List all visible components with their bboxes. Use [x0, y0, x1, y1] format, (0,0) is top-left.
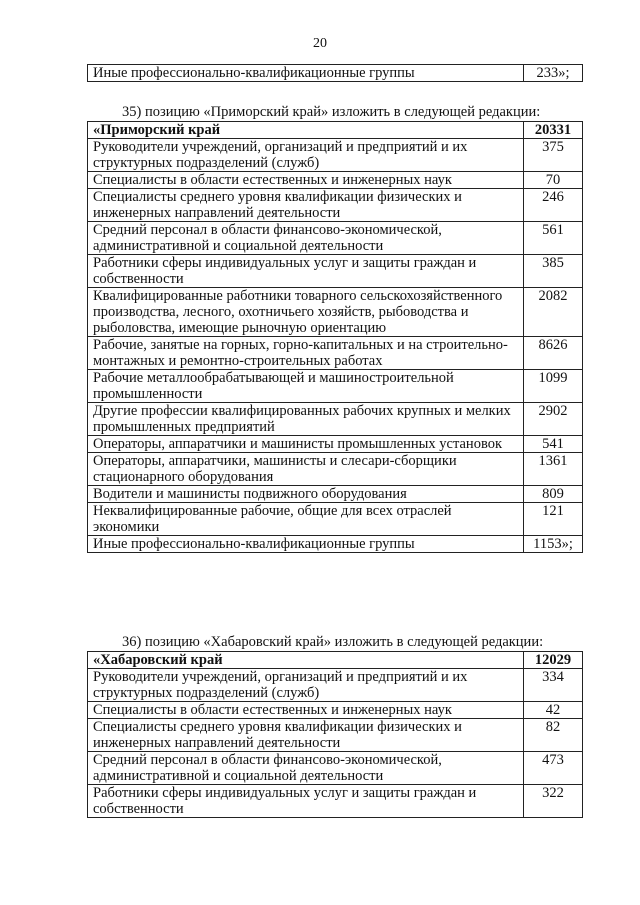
row-value: 1361: [524, 453, 583, 486]
row-value: 2082: [524, 288, 583, 337]
table-row: [88, 122, 583, 139]
table-row: [88, 403, 583, 436]
row-label: Средний персонал в области финансово-экономической, административной и социальной деятельности: [88, 752, 524, 785]
section-35-heading: 35) позицию «Приморский край» изложить в следующей редакции:: [122, 104, 541, 120]
row-value: 1099: [524, 370, 583, 403]
row-label: Работники сферы индивидуальных услуг и защиты граждан и собственности: [88, 785, 524, 818]
row-value: 233»;: [524, 65, 583, 82]
table-row: [88, 436, 583, 453]
table-row: [88, 370, 583, 403]
row-value: 385: [524, 255, 583, 288]
row-value: 1153»;: [524, 536, 583, 553]
row-label: Специалисты среднего уровня квалификации физических и инженерных направлений деятельности: [88, 189, 524, 222]
row-value: 809: [524, 486, 583, 503]
row-value: 82: [524, 719, 583, 752]
table-row: [88, 536, 583, 553]
page-number: 20: [313, 36, 327, 51]
continuation-table: [87, 64, 583, 82]
primorsky-table: [87, 121, 583, 553]
table-row: [88, 172, 583, 189]
row-label: Рабочие, занятые на горных, горно-капитальных и на строительно-монтажных и ремонтно-строительных работах: [88, 337, 524, 370]
row-value: 2902: [524, 403, 583, 436]
row-label: Иные профессионально-квалификационные группы: [88, 536, 524, 553]
row-label: Специалисты в области естественных и инженерных наук: [88, 702, 524, 719]
table-row: [88, 139, 583, 172]
table-row: [88, 222, 583, 255]
row-label: «Хабаровский край: [88, 652, 524, 669]
row-value: 70: [524, 172, 583, 189]
table-row: [88, 719, 583, 752]
row-value: 8626: [524, 337, 583, 370]
table-row: [88, 702, 583, 719]
row-value: 20331: [524, 122, 583, 139]
row-value: 322: [524, 785, 583, 818]
row-label: Специалисты в области естественных и инженерных наук: [88, 172, 524, 189]
row-label: Работники сферы индивидуальных услуг и защиты граждан и собственности: [88, 255, 524, 288]
table-row: [88, 785, 583, 818]
table-row: [88, 337, 583, 370]
row-label: Неквалифицированные рабочие, общие для всех отраслей экономики: [88, 503, 524, 536]
table-row: [88, 453, 583, 486]
row-value: 375: [524, 139, 583, 172]
table-row: [88, 65, 583, 82]
row-label: Операторы, аппаратчики, машинисты и слесари-сборщики стационарного оборудования: [88, 453, 524, 486]
row-value: 121: [524, 503, 583, 536]
table-row: [88, 752, 583, 785]
section-36-heading: 36) позицию «Хабаровский край» изложить в следующей редакции:: [122, 634, 544, 650]
row-label: Иные профессионально-квалификационные группы: [88, 65, 524, 82]
row-value: 561: [524, 222, 583, 255]
row-label: Рабочие металлообрабатывающей и машиностроительной промышленности: [88, 370, 524, 403]
row-value: 334: [524, 669, 583, 702]
row-label: Руководители учреждений, организаций и предприятий и их структурных подразделений (служб): [88, 139, 524, 172]
row-label: «Приморский край: [88, 122, 524, 139]
row-label: Средний персонал в области финансово-экономической, административной и социальной деятельности: [88, 222, 524, 255]
row-value: 42: [524, 702, 583, 719]
khabarovsk-table: [87, 651, 583, 818]
row-label: Специалисты среднего уровня квалификации физических и инженерных направлений деятельности: [88, 719, 524, 752]
row-label: Квалифицированные работники товарного сельскохозяйственного производства, лесного, охотничьего хозяйств, рыбоводства и рыболовства, имеющие рыночную ориентацию: [88, 288, 524, 337]
table-row: [88, 486, 583, 503]
row-value: 541: [524, 436, 583, 453]
row-label: Другие профессии квалифицированных рабочих крупных и мелких промышленных предприятий: [88, 403, 524, 436]
table-row: [88, 669, 583, 702]
table-row: [88, 189, 583, 222]
table-row: [88, 503, 583, 536]
row-value: 473: [524, 752, 583, 785]
table-row: [88, 288, 583, 337]
table-row: [88, 652, 583, 669]
row-value: 12029: [524, 652, 583, 669]
row-label: Операторы, аппаратчики и машинисты промышленных установок: [88, 436, 524, 453]
row-label: Руководители учреждений, организаций и предприятий и их структурных подразделений (служб): [88, 669, 524, 702]
row-value: 246: [524, 189, 583, 222]
row-label: Водители и машинисты подвижного оборудования: [88, 486, 524, 503]
table-row: [88, 255, 583, 288]
